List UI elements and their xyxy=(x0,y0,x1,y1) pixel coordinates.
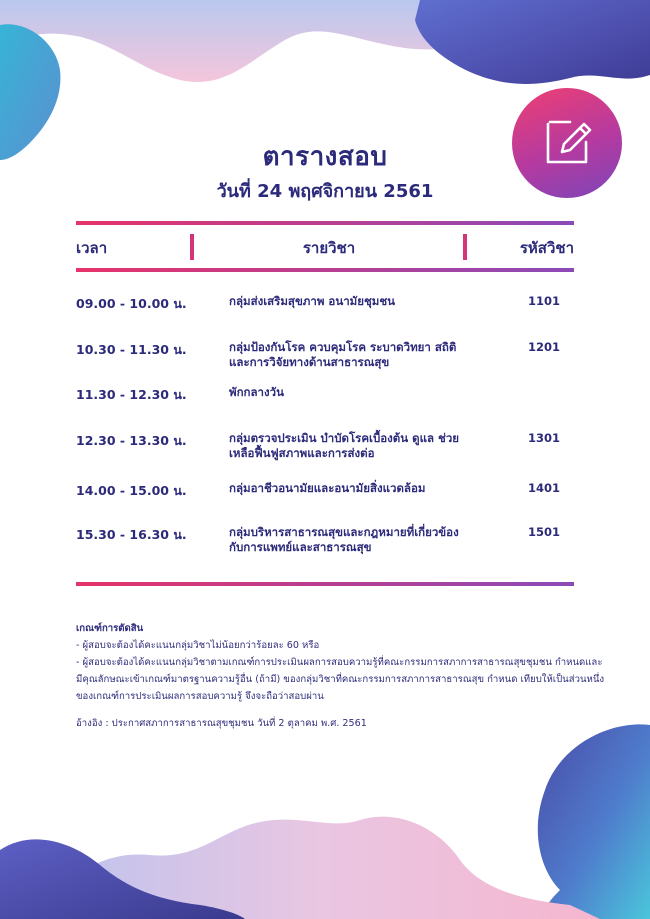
reference-note: อ้างอิง : ประกาศสภาการสาธารณสุขชุมชน วันที่ 2 ตุลาคม พ.ศ. 2561 xyxy=(76,718,367,729)
table-top-rule xyxy=(76,221,574,225)
row-subject: กลุ่มป้องกันโรค ควบคุมโรค ระบาดวิทยา สถิติ และการวิจัยทางด้านสาธารณสุข xyxy=(229,340,457,369)
table-header-rule xyxy=(76,268,574,272)
row-subject: กลุ่มบริหารสาธารณสุขและกฎหมายที่เกี่ยวข้องกับการแพทย์และสาธารณสุข xyxy=(229,525,459,554)
row-subject: พักกลางวัน xyxy=(229,385,284,399)
row-code: 1201 xyxy=(527,340,560,354)
page-title: ตารางสอบ xyxy=(262,142,388,172)
row-time: 15.30 - 16.30 น. xyxy=(76,527,187,542)
table-bottom-rule xyxy=(76,582,574,586)
criteria-section xyxy=(76,620,606,705)
row-time: 14.00 - 15.00 น. xyxy=(76,483,187,498)
criteria-heading: เกณฑ์การตัดสิน xyxy=(76,623,144,634)
row-code: 1401 xyxy=(527,481,560,495)
row-subject: กลุ่มอาชีวอนามัยและอนามัยสิ่งแวดล้อม xyxy=(229,481,426,495)
row-code: 1101 xyxy=(527,294,560,308)
row-code: 1501 xyxy=(527,525,560,539)
row-time: 12.30 - 13.30 น. xyxy=(76,433,187,448)
column-header-time: เวลา xyxy=(76,239,108,257)
column-separator xyxy=(463,234,467,260)
row-subject: กลุ่มส่งเสริมสุขภาพ อนามัยชุมชน xyxy=(229,294,396,308)
row-subject: กลุ่มตรวจประเมิน บำบัดโรคเบื้องต้น ดูแล ช่วยเหลือฟื้นฟูสภาพและการส่งต่อ xyxy=(229,431,460,460)
criteria-item: - ผู้สอบจะต้องได้คะแนนกลุ่มวิชาตามเกณฑ์การประเมินผลการสอบความรู้ที่คณะกรรมการสภาการสาธารณสุขชุมชน กำหนดและมีคุณลักษณะเข้าเกณฑ์มาตรฐานความรู้อื่น (ถ้ามี) ของกลุ่มวิชาที่คณะกรรมการสภาการสาธารณสุข กำหนด เทียบให้เป็นส่วนหนึ่งของเกณฑ์การประเมินผลการสอบความรู้ จึงจะถือว่าสอบผ่าน xyxy=(76,657,605,702)
criteria-item: - ผู้สอบจะต้องได้คะแนนกลุ่มวิชาไม่น้อยกว่าร้อยละ 60 หรือ xyxy=(76,640,320,651)
row-time: 09.00 - 10.00 น. xyxy=(76,296,187,311)
row-time: 11.30 - 12.30 น. xyxy=(76,387,187,402)
row-time: 10.30 - 11.30 น. xyxy=(76,342,187,357)
exam-date: วันที่ 24 พฤศจิกายน 2561 xyxy=(216,181,434,202)
column-header-code: รหัสวิชา xyxy=(519,239,574,257)
row-code: 1301 xyxy=(527,431,560,445)
column-header-subject: รายวิชา xyxy=(302,239,356,257)
